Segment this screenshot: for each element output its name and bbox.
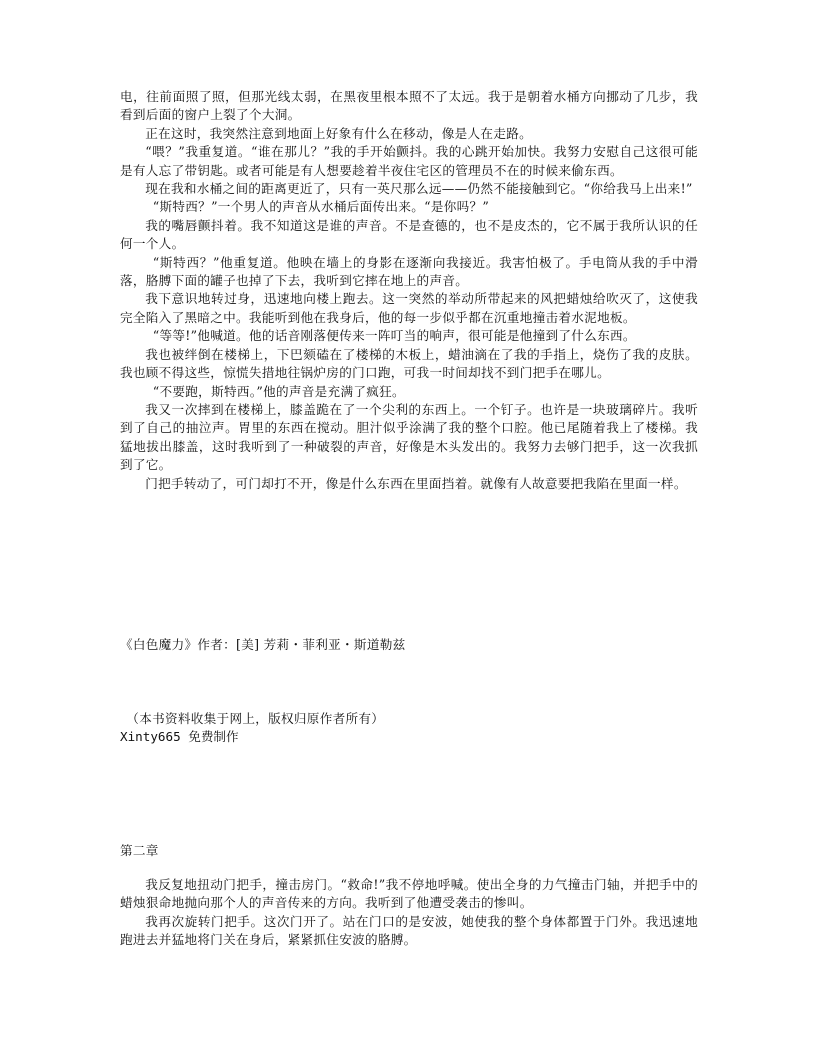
paragraph: 我又一次摔到在楼梯上，膝盖跪在了一个尖利的东西上。一个钉子。也许是一块玻璃碎片。我听到了自己的抽泣声。胃里的东西在搅动。胆汁似乎涂满了我的整个口腔。他已尾随着我上了楼梯。我猛地拔出膝盖，这时我听到了一种破裂的声音，好像是木头发出的。我努力去够门把手，这一次我抓到了它。 — [120, 401, 698, 473]
paragraph: 现在我和水桶之间的距离更近了，只有一英尺那么远——仍然不能接触到它。“你给我马上出来!” — [145, 181, 693, 197]
paragraph: 我再次旋转门把手。这次门开了。站在门口的是安波，她使我的整个身体都置于门外。我迅速地跑进去并猛地将门关在身后，紧紧抓住安波的胳膊。 — [120, 913, 698, 948]
book-credit — [120, 636, 698, 654]
paragraph: 我的嘴唇颤抖着。我不知道这是谁的声音。不是查德的，也不是皮杰的，它不属于我所认识的任何一个人。 — [120, 217, 698, 252]
chapter-heading — [120, 842, 698, 860]
paragraph: 门把手转动了，可门却打不开，像是什么东西在里面挡着。就像有人故意要把我陷在里面一样。 — [145, 475, 687, 491]
paragraph: “斯特西？”他重复道。他映在墙上的身影在逐渐向我接近。我害怕极了。手电筒从我的手中滑落，胳膊下面的罐子也掉了下去，我听到它摔在地上的声音。 — [120, 254, 698, 289]
source-note — [120, 710, 698, 747]
producer-line: Xinty665 免费制作 — [120, 729, 239, 745]
paragraph: 电，往前面照了照，但那光线太弱，在黑夜里根本照不了太远。我于是朝着水桶方向挪动了几步，我看到后面的窗户上裂了个大洞。 — [120, 89, 698, 123]
book-credit-line: 《白色魔力》作者：[美] 芳莉・菲利亚・斯道勒兹 — [120, 637, 406, 652]
paragraph: 正在这时，我突然注意到地面上好象有什么在移动，像是人在走路。 — [145, 125, 532, 141]
paragraph: 我反复地扭动门把手，撞击房门。“救命!”我不停地呼喊。使出全身的力气撞击门轴，并把手中的蜡烛狠命地抛向那个人的声音传来的方向。我听到了他遭受袭击的惨叫。 — [120, 877, 698, 911]
paragraph: “斯特西？”一个男人的声音从水桶后面传出来。“是你吗？” — [152, 199, 490, 215]
paragraph: 我也被绊倒在楼梯上，下巴颏磕在了楼梯的木板上，蜡油滴在了我的手指上，烧伤了我的皮肤。我也顾不得这些，惊慌失措地往锅炉房的门口跑，可我一时间却找不到门把手在哪儿。 — [120, 346, 698, 381]
paragraph: “不要跑，斯特西。”他的声音是充满了疯狂。 — [152, 383, 405, 399]
paragraph: 我下意识地转过身，迅速地向楼上跑去。这一突然的举动所带起来的风把蜡烛给吹灭了，这使我完全陷入了黑暗之中。我能听到他在我身后，他的每一步似乎都在沉重地撞击着水泥地板。 — [120, 291, 698, 325]
chapter-title: 第二章 — [120, 843, 159, 858]
paragraph: “等等!”他喊道。他的话音刚落便传来一阵叮当的响声，很可能是他撞到了什么东西。 — [152, 328, 636, 344]
paragraph: “喂？”我重复道。“谁在那儿？”我的手开始颤抖。我的心跳开始加快。我努力安慰自己这很可能是有人忘了带钥匙。或者可能是有人想要趁着半夜住宅区的管理员不在的时候来偷东西。 — [120, 144, 698, 178]
story-section-2 — [120, 876, 698, 950]
story-section-1 — [120, 88, 698, 493]
source-note-line: （本书资料收集于网上，版权归原作者所有） — [126, 711, 385, 726]
